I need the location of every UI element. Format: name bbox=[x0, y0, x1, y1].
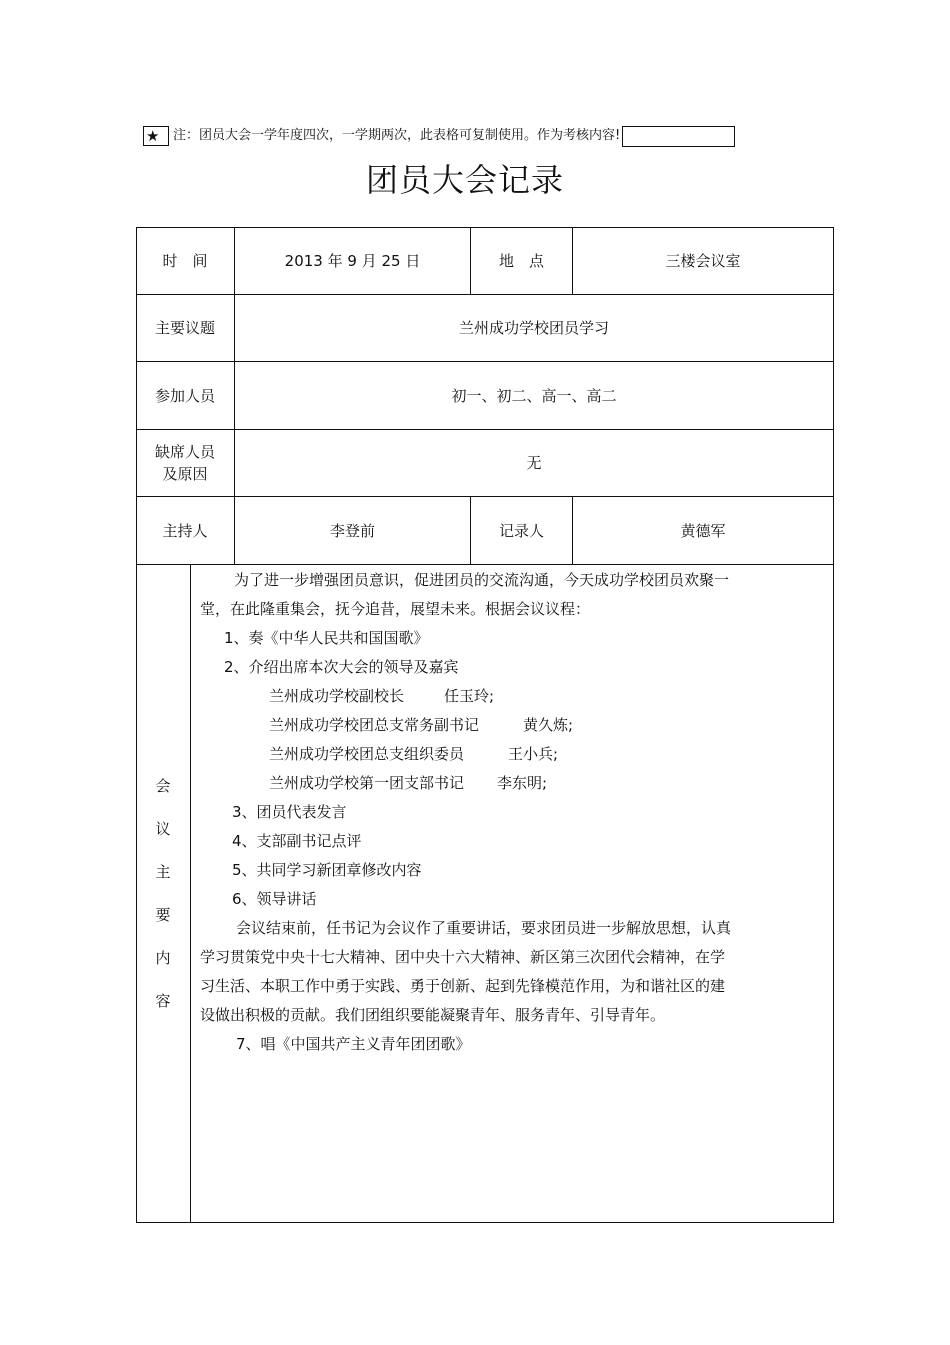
host-label: 主持人 bbox=[162, 521, 208, 540]
recorder-label: 记录人 bbox=[498, 521, 544, 540]
agenda-item-2: 2、介绍出席本次大会的领导及嘉宾 bbox=[224, 658, 459, 676]
note-box bbox=[622, 126, 735, 147]
guest-role: 兰州成功学校第一团支部书记 bbox=[269, 774, 465, 792]
meeting-content bbox=[200, 566, 770, 1059]
guest-name: 任玉玲; bbox=[444, 687, 495, 705]
guest-row bbox=[200, 740, 770, 769]
place-label: 地 点 bbox=[498, 251, 544, 270]
guest-name: 黄久炼; bbox=[523, 716, 574, 734]
host-value: 李登前 bbox=[329, 521, 375, 540]
page-title: 团员大会记录 bbox=[365, 161, 564, 199]
content-label-char: 会 bbox=[155, 776, 171, 795]
content-label-char: 容 bbox=[155, 991, 171, 1010]
guest-role: 兰州成功学校团总支常务副书记 bbox=[269, 716, 480, 734]
topic-value: 兰州成功学校团员学习 bbox=[458, 319, 609, 337]
agenda-item-1: 1、奏《中华人民共和国国歌》 bbox=[224, 629, 429, 647]
guest-row bbox=[200, 682, 770, 711]
guest-name: 王小兵; bbox=[508, 745, 559, 763]
agenda-item-7: 7、唱《中国共产主义青年团团歌》 bbox=[236, 1035, 471, 1053]
agenda-item-5: 5、共同学习新团章修改内容 bbox=[232, 861, 422, 879]
time-label: 时 间 bbox=[162, 251, 208, 270]
content-label-char: 议 bbox=[155, 819, 171, 838]
place-value: 三楼会议室 bbox=[665, 251, 741, 270]
speech-line4: 设做出积极的贡献。我们团组织要能凝聚青年、服务青年、引导青年。 bbox=[200, 1006, 666, 1024]
speech-line3: 习生活、本职工作中勇于实践、勇于创新、起到先锋模范作用，为和谐社区的建 bbox=[200, 977, 726, 995]
content-label-char: 内 bbox=[155, 948, 171, 967]
speech-line1: 会议结束前，任书记为会议作了重要讲话，要求团员进一步解放思想，认真 bbox=[236, 919, 732, 937]
attendees-label: 参加人员 bbox=[154, 386, 215, 405]
content-label-char: 主 bbox=[155, 862, 171, 881]
content-label bbox=[136, 565, 190, 1222]
absent-label-line1: 缺席人员 bbox=[154, 443, 215, 461]
absent-value: 无 bbox=[526, 454, 542, 472]
topic-label: 主要议题 bbox=[154, 319, 215, 337]
attendees-value: 初一、初二、高一、高二 bbox=[451, 386, 617, 405]
guest-role: 兰州成功学校团总支组织委员 bbox=[269, 745, 465, 763]
absent-label bbox=[136, 430, 234, 496]
agenda-item-4: 4、支部副书记点评 bbox=[232, 832, 362, 850]
agenda-item-3: 3、团员代表发言 bbox=[232, 803, 347, 821]
time-value: 2013 年 9 月 25 日 bbox=[284, 251, 421, 270]
intro-line2: 堂，在此隆重集会，抚今追昔，展望未来。根据会议议程： bbox=[200, 600, 591, 618]
note-text: 注：团员大会一学年度四次，一学期两次，此表格可复制使用。作为考核内容! bbox=[173, 128, 621, 143]
speech-line2: 学习贯策党中央十七大精神、团中央十六大精神、新区第三次团代会精神，在学 bbox=[200, 948, 726, 966]
guest-row bbox=[200, 769, 770, 798]
intro-line1: 为了进一步增强团员意识，促进团员的交流沟通，今天成功学校团员欢聚一 bbox=[234, 571, 730, 589]
guest-name: 李东明; bbox=[497, 774, 548, 792]
guest-role: 兰州成功学校副校长 bbox=[269, 687, 405, 705]
guest-row bbox=[200, 711, 770, 740]
absent-label-line2: 及原因 bbox=[162, 465, 208, 483]
content-label-char: 要 bbox=[155, 905, 171, 924]
recorder-value: 黄德军 bbox=[680, 521, 726, 540]
agenda-item-6: 6、领导讲话 bbox=[232, 890, 317, 908]
star-icon: ★ bbox=[143, 126, 169, 146]
